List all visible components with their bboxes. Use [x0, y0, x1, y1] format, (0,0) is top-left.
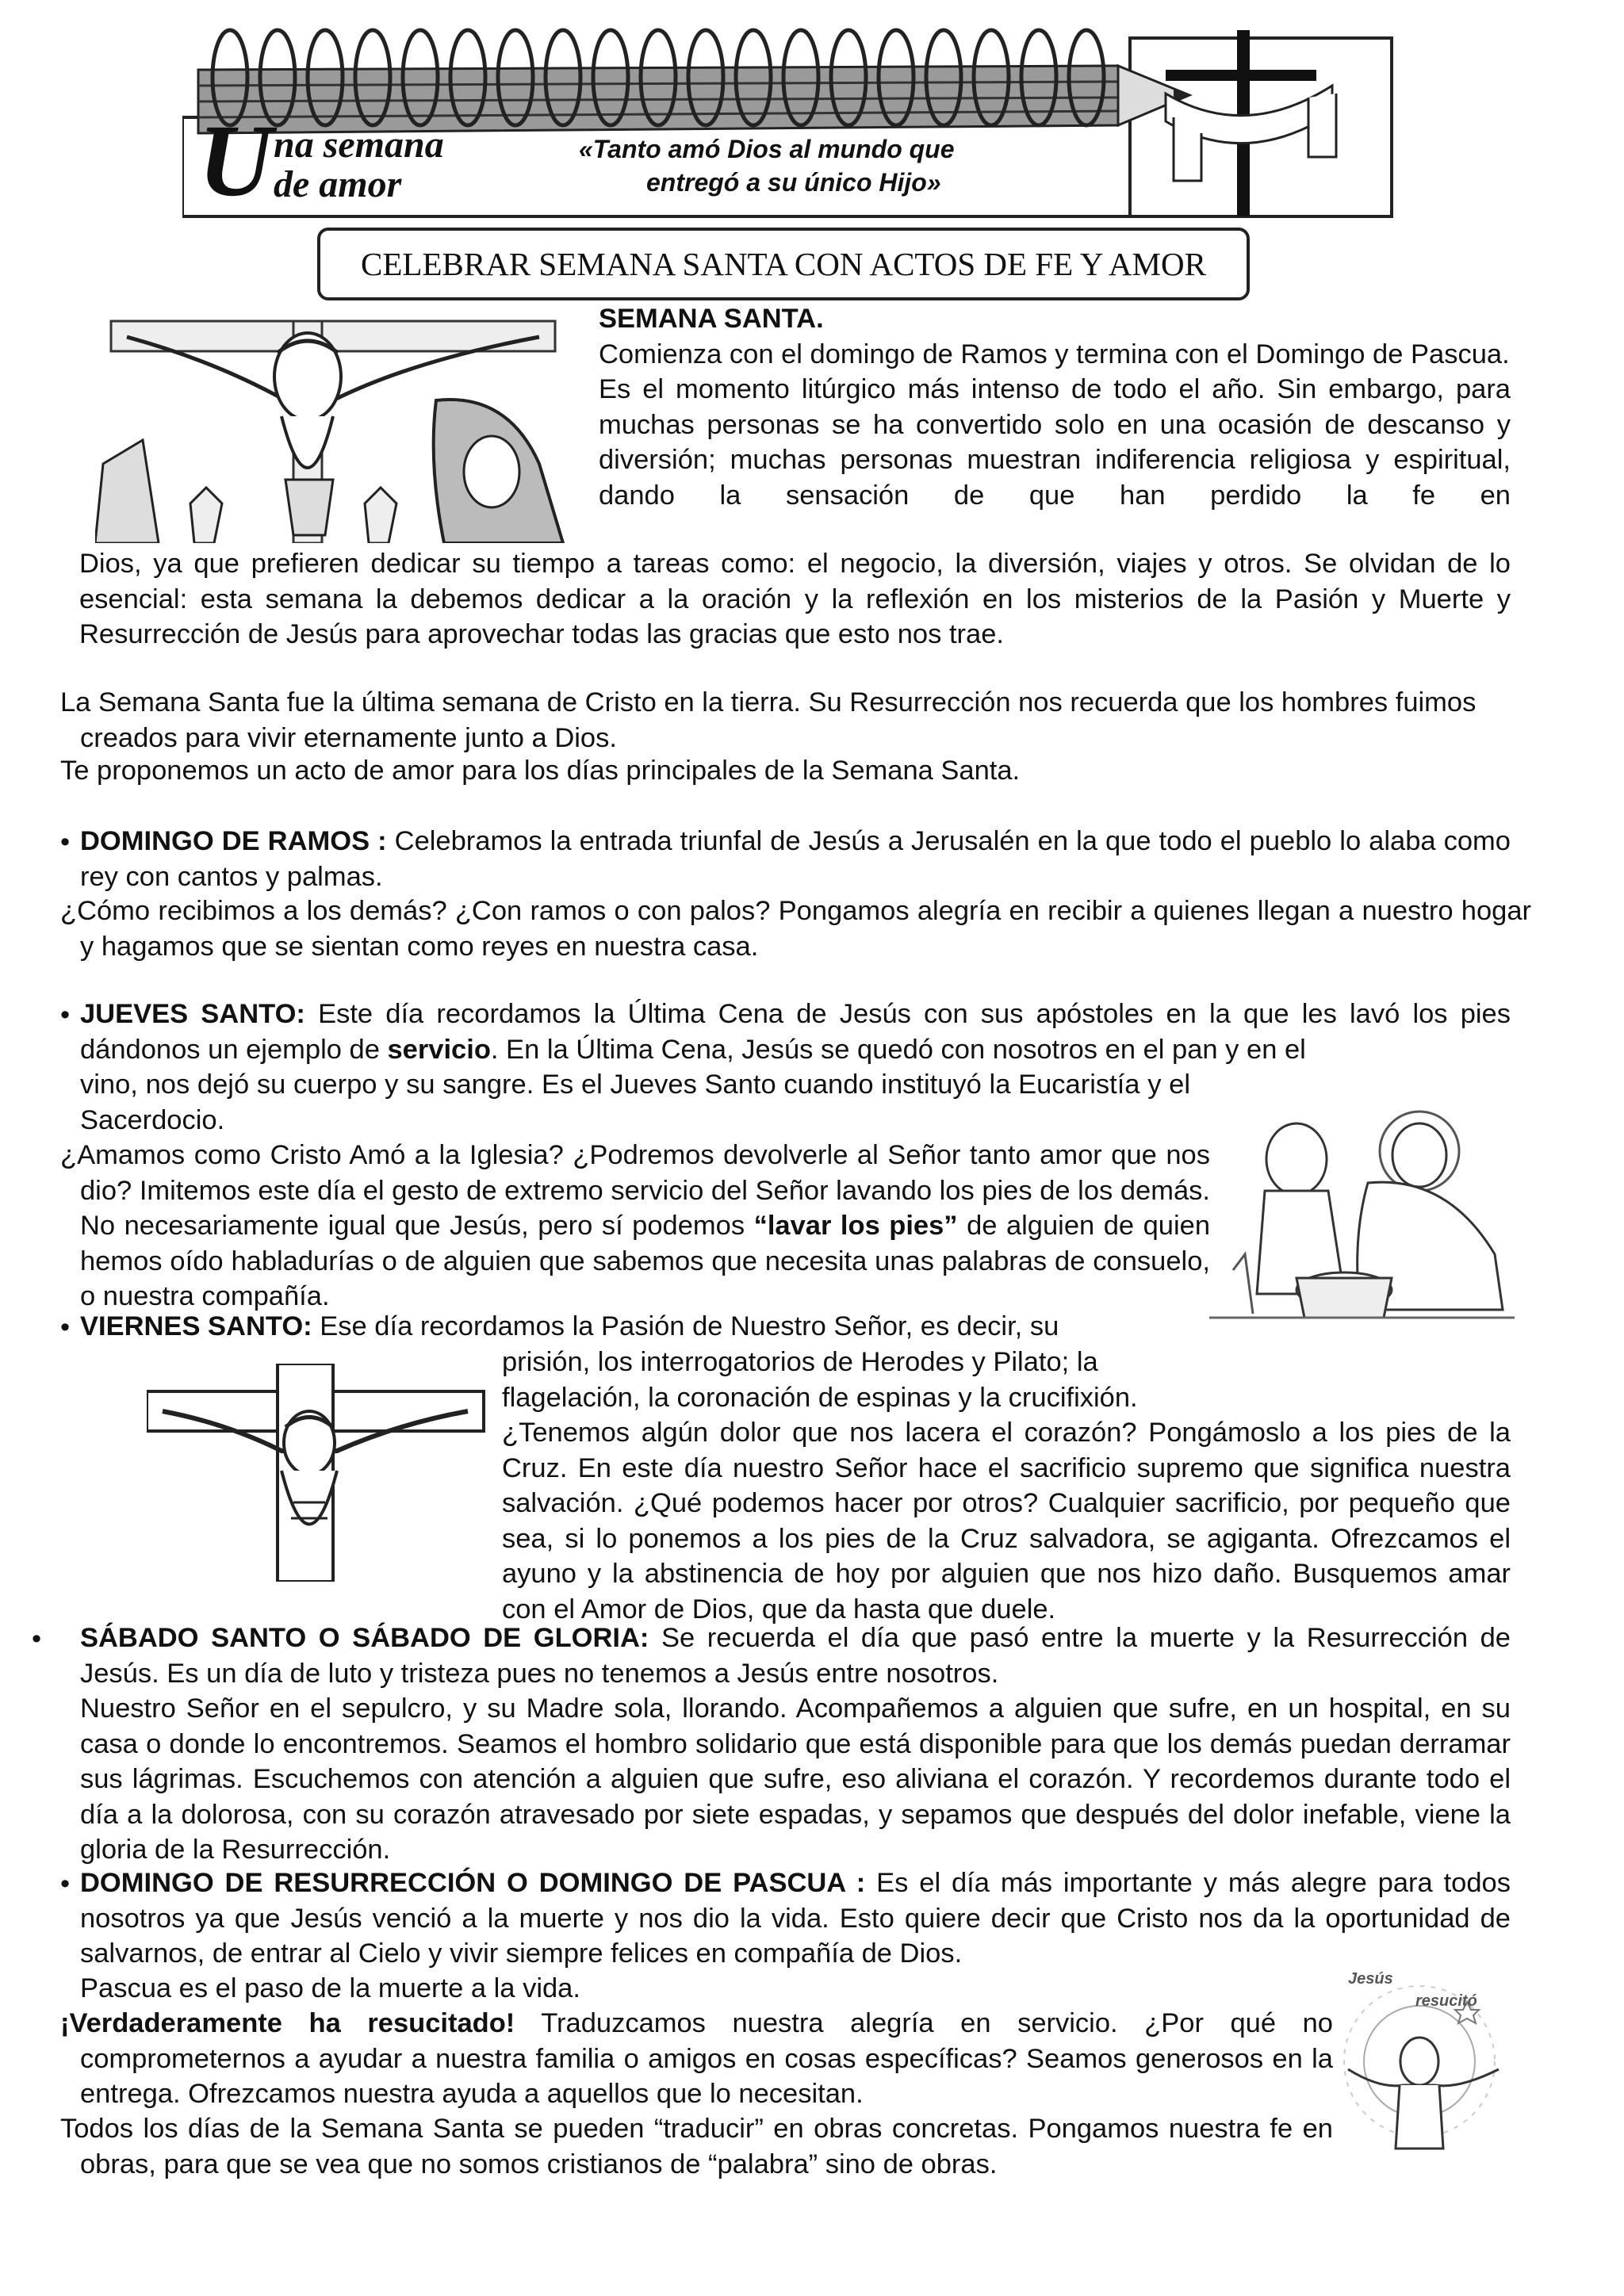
page-title: CELEBRAR SEMANA SANTA CON ACTOS DE FE Y AMOR	[361, 245, 1206, 282]
ramos-question: ¿Cómo recibimos a los demás? ¿Con ramos o con palos? Pongamos alegría en recibir a quienes llegan a nuestro hogar y hagamos que se sientan como reyes en nuestra casa.	[60, 896, 1531, 962]
intro-section	[599, 301, 1511, 513]
intro-continuation: Dios, ya que prefieren dedicar su tiempo a tareas como: el negocio, la diversión, viajes y otros. Se olvidan de lo esencial: esta semana la debemos dedicar a la oración y la reflexión en los misterios de la Pasión y Muerte y Resurrección de Jesús para aprovechar todas las gracias que esto nos trae.	[79, 549, 1511, 649]
risen-jesus-image	[1332, 1970, 1515, 2152]
intro-line-2: Es el momento litúrgico más intenso de todo el año. Sin embargo, para muchas personas se ha convertido solo en una ocasión de descanso y diversión; muchas personas muestran indiferencia religiosa y espiritual, dando la sensación de que han perdido la fe en	[599, 374, 1511, 511]
banner-quote-line-2: entregó a su único Hijo»	[646, 168, 941, 197]
intro-line-1: Comienza con el domingo de Ramos y termina con el Domingo de Pascua.	[599, 339, 1510, 369]
resucitado-label: ¡Verdaderamente ha resucitado!	[60, 2008, 515, 2038]
bullet-jueves: •	[60, 1000, 71, 1030]
jueves-text-c: vino, nos dejó su cuerpo y su sangre. Es el Jueves Santo cuando instituyó la Eucaristía y el Sacerdocio.	[80, 1070, 1190, 1135]
sabado-item	[80, 1621, 1511, 1691]
jueves-lavar: “lavar los pies”	[753, 1211, 958, 1241]
page-title-box	[317, 228, 1250, 300]
domingo-text: Es el día más importante y más alegre para todos nosotros ya que Jesús venció a la muerte y nos dio la vida. Esto quiere decir que Cristo nos da la oportunidad de salvarnos, de entrar al Cielo y vivir siempre felices en compañía de Dios.	[80, 1868, 1511, 1969]
sabado-label: SÁBADO SANTO O SÁBADO DE GLORIA:	[80, 1623, 649, 1653]
viernes-item	[80, 1309, 1193, 1345]
viernes-text-b: prisión, los interrogatorios de Herodes y Pilato; la flagelación, la coronación de espinas y la crucifixión.	[502, 1347, 1138, 1413]
jueves-text-b: . En la Última Cena, Jesús se quedó con nosotros en el pan y en el	[490, 1034, 1306, 1065]
bullet-ramos: •	[60, 827, 71, 857]
risen-jesus-caption-2: resucitó	[1415, 1992, 1477, 2010]
risen-jesus-caption-1: Jesús	[1348, 1970, 1393, 1988]
logo-initial: U	[198, 104, 273, 218]
domingo-text-2: Pascua es el paso de la muerte a la vida.	[80, 1973, 580, 2003]
ramos-label: DOMINGO DE RAMOS :	[80, 826, 387, 856]
crucifix-image	[147, 1364, 488, 1582]
resucitado-text: Traduzcamos nuestra alegría en servicio. ¿Por qué no comprometernos a ayudar a nuestra familia o amigos en cosas específicas? Seamos generosos en la entrega. Ofrezcamos nuestra ayuda a aquellos que lo necesitan.	[80, 2008, 1333, 2109]
bullet-viernes: •	[60, 1312, 71, 1342]
banner-quote-line-1: «Tanto amó Dios al mundo que	[579, 135, 955, 163]
bullet-domingo: •	[60, 1869, 71, 1899]
logo-line-2: de amor	[274, 163, 402, 205]
viernes-text-c: ¿Tenemos algún dolor que nos lacera el corazón? Pongámoslo a los pies de la Cruz. En este día nuestro Señor hace el sacrificio supremo que significa nuestra salvación. ¿Qué podemos hacer por otros? Cualquier sacrificio, por pequeño que sea, si lo ponemos a los pies de la Cruz salvadora, se agiganta. Ofrezcamos el ayuno y la abstinencia de hoy por alguien que nos hizo daño. Busquemos amar con el Amor de Dios, que da hasta que duele.	[502, 1418, 1511, 1624]
jueves-servicio: servicio	[387, 1034, 491, 1065]
bullet-sabado: •	[32, 1624, 42, 1654]
viernes-text-a: Ese día recordamos la Pasión de Nuestro Señor, es decir, su	[312, 1311, 1059, 1341]
crucifixion-scene-image	[95, 305, 575, 543]
jueves-question	[60, 1138, 1210, 1314]
ramos-text: Celebramos la entrada triunfal de Jesús a Jerusalén en la que todo el pueblo lo alaba como rey con cantos y palmas.	[80, 826, 1511, 892]
jueves-item	[80, 997, 1511, 1067]
washing-feet-image	[1209, 1096, 1515, 1326]
jueves-text-a: Este día recordamos la Última Cena de Jesús con sus apóstoles en la que les lavó los pies dándonos un ejemplo de	[80, 999, 1511, 1065]
sabado-text-2: Nuestro Señor en el sepulcro, y su Madre sola, llorando. Acompañemos a alguien que sufre, en un hospital, en su casa o donde lo encontremos. Seamos el hombro solidario que está disponible para que los demás puedan derramar sus lágrimas. Escuchemos con atención a alguien que sufre, eso aliviana el corazón. Y recordemos durante todo el día a la dolorosa, con su corazón atravesado por siete espadas, y sepamos que después del dolor inefable, viene la gloria de la Resurrección.	[80, 1693, 1511, 1865]
jueves-label: JUEVES SANTO:	[80, 999, 305, 1029]
sabado-text: Se recuerda el día que pasó entre la muerte y la Resurrección de Jesús. Es un día de luto y tristeza pues no tenemos a Jesús entre nosotros.	[80, 1623, 1511, 1689]
resucitado-paragraph	[60, 2006, 1333, 2112]
paragraph-last-week: La Semana Santa fue la última semana de Cristo en la tierra. Su Resurrección nos recuerda que los hombres fuimos creados para vivir eternamente junto a Dios.	[60, 687, 1477, 753]
closing-paragraph: Todos los días de la Semana Santa se pueden “traducir” en obras concretas. Pongamos nuestra fe en obras, para que se vea que no somos cristianos de “palabra” sino de obras.	[60, 2114, 1333, 2179]
banner	[182, 22, 1404, 220]
domingo-label: DOMINGO DE RESURRECCIÓN O DOMINGO DE PASCUA :	[80, 1868, 866, 1898]
domingo-item	[80, 1866, 1511, 1972]
intro-heading: SEMANA SANTA.	[599, 304, 824, 334]
paragraph-proposal: Te proponemos un acto de amor para los días principales de la Semana Santa.	[60, 756, 1021, 786]
jueves-question-a: ¿Amamos como Cristo Amó a la Iglesia? ¿Podremos devolverle al Señor tanto amor que nos dio? Imitemos este día el gesto de extremo servicio del Señor lavando los pies de los demás. No necesariamente igual que Jesús, pero sí podemos	[60, 1140, 1210, 1241]
ramos-item	[80, 824, 1511, 894]
jueves-question-b: de alguien de quien hemos oído habladurías o de alguien que sabemos que necesita unas palabras de consuelo, o nuestra compañía.	[80, 1211, 1211, 1311]
logo-line-1: na semana	[274, 124, 444, 166]
viernes-label: VIERNES SANTO:	[80, 1311, 312, 1341]
